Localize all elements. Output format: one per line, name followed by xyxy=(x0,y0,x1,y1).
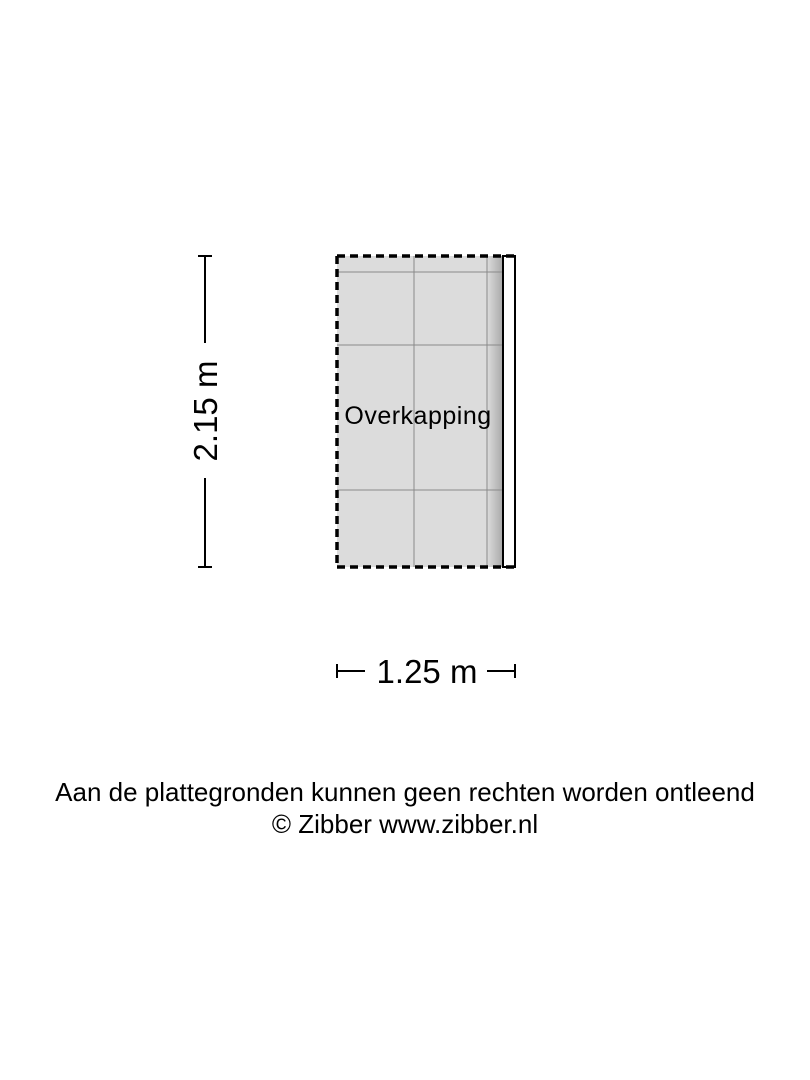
disclaimer-text: Aan de plattegronden kunnen geen rechten worden ontleend xyxy=(55,777,755,807)
room-overkapping xyxy=(337,256,515,567)
right-wall xyxy=(503,256,515,567)
width-label: 1.25 m xyxy=(376,653,478,690)
height-label: 2.15 m xyxy=(187,360,224,462)
room-label: Overkapping xyxy=(344,402,492,430)
copyright-text: © Zibber www.zibber.nl xyxy=(271,809,539,839)
